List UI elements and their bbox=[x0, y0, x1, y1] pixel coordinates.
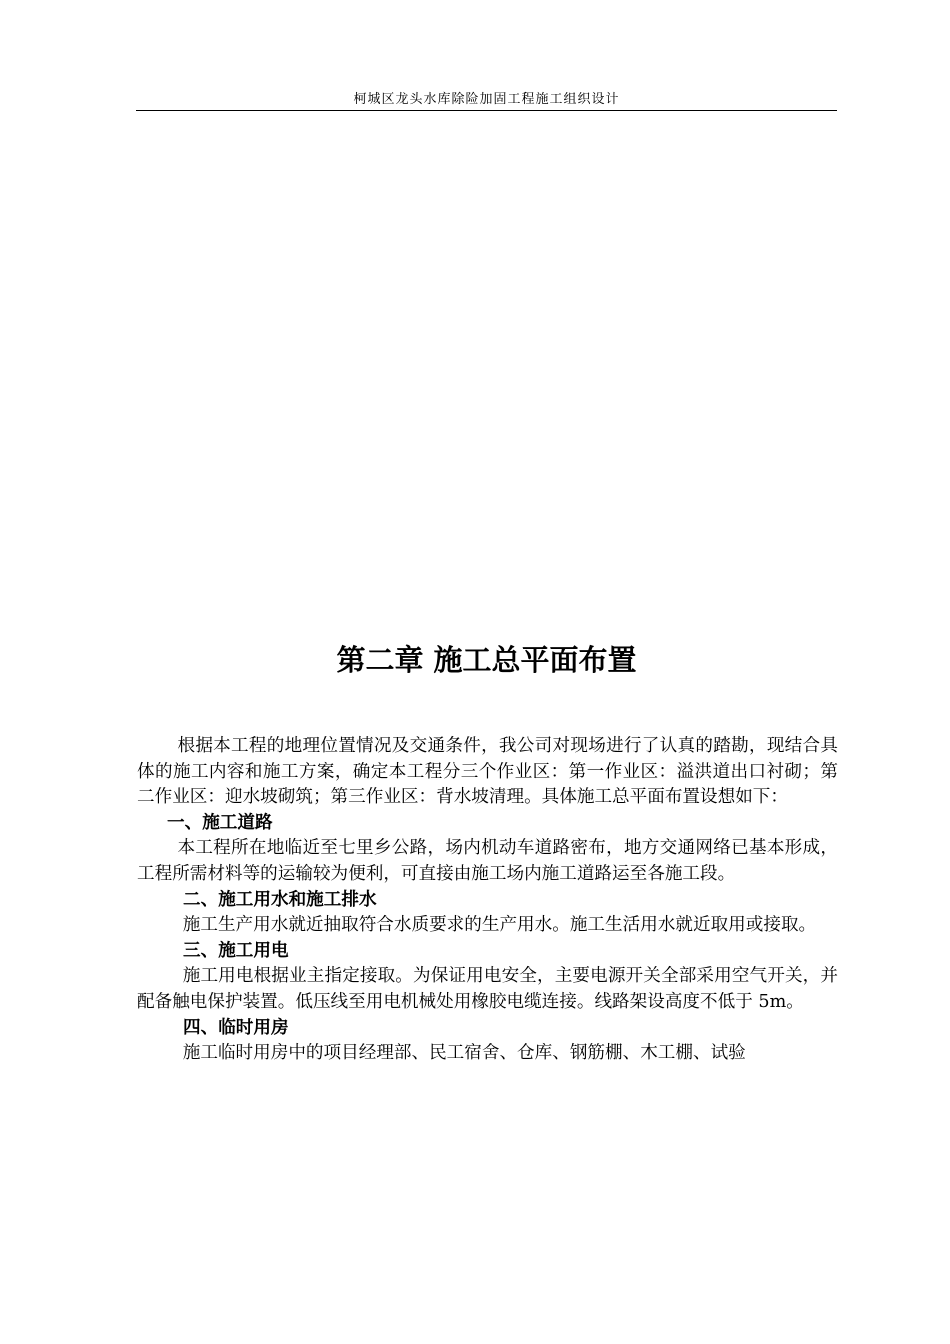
section-heading-power: 三、施工用电 bbox=[183, 940, 289, 961]
section-text-roads: 本工程所在地临近至七里乡公路，场内机动车道路密布，地方交通网络已基本形成，工程所需材料等的运输较为便利，可直接由施工场内施工道路运至各施工段。 bbox=[137, 838, 838, 884]
section-text-water: 施工生产用水就近抽取符合水质要求的生产用水。施工生活用水就近取用或接取。 bbox=[182, 915, 817, 936]
chapter-title: 第二章 施工总平面布置 bbox=[336, 643, 637, 677]
section-text-housing: 施工临时用房中的项目经理部、民工宿舍、仓库、钢筋棚、木工棚、试验 bbox=[182, 1043, 746, 1064]
document-body bbox=[137, 734, 838, 1067]
intro-paragraph: 根据本工程的地理位置情况及交通条件，我公司对现场进行了认真的踏勘，现结合具体的施工内容和施工方案，确定本工程分三个作业区：第一作业区：溢洪道出口衬砌；第二作业区：迎水坡砌筑；第三作业区：背水坡清理。具体施工总平面布置设想如下： bbox=[137, 736, 838, 808]
header-title: 柯城区龙头水库除险加固工程施工组织设计 bbox=[353, 92, 620, 107]
section-heading-roads: 一、施工道路 bbox=[167, 812, 273, 833]
section-heading-housing: 四、临时用房 bbox=[183, 1017, 289, 1038]
section-heading-water: 二、施工用水和施工排水 bbox=[183, 889, 377, 910]
page-header bbox=[136, 90, 837, 111]
section-text-power: 施工用电根据业主指定接取。为保证用电安全，主要电源开关全部采用空气开关，并配备触电保护装置。低压线至用电机械处用橡胶电缆连接。线路架设高度不低于 5m。 bbox=[137, 966, 838, 1012]
